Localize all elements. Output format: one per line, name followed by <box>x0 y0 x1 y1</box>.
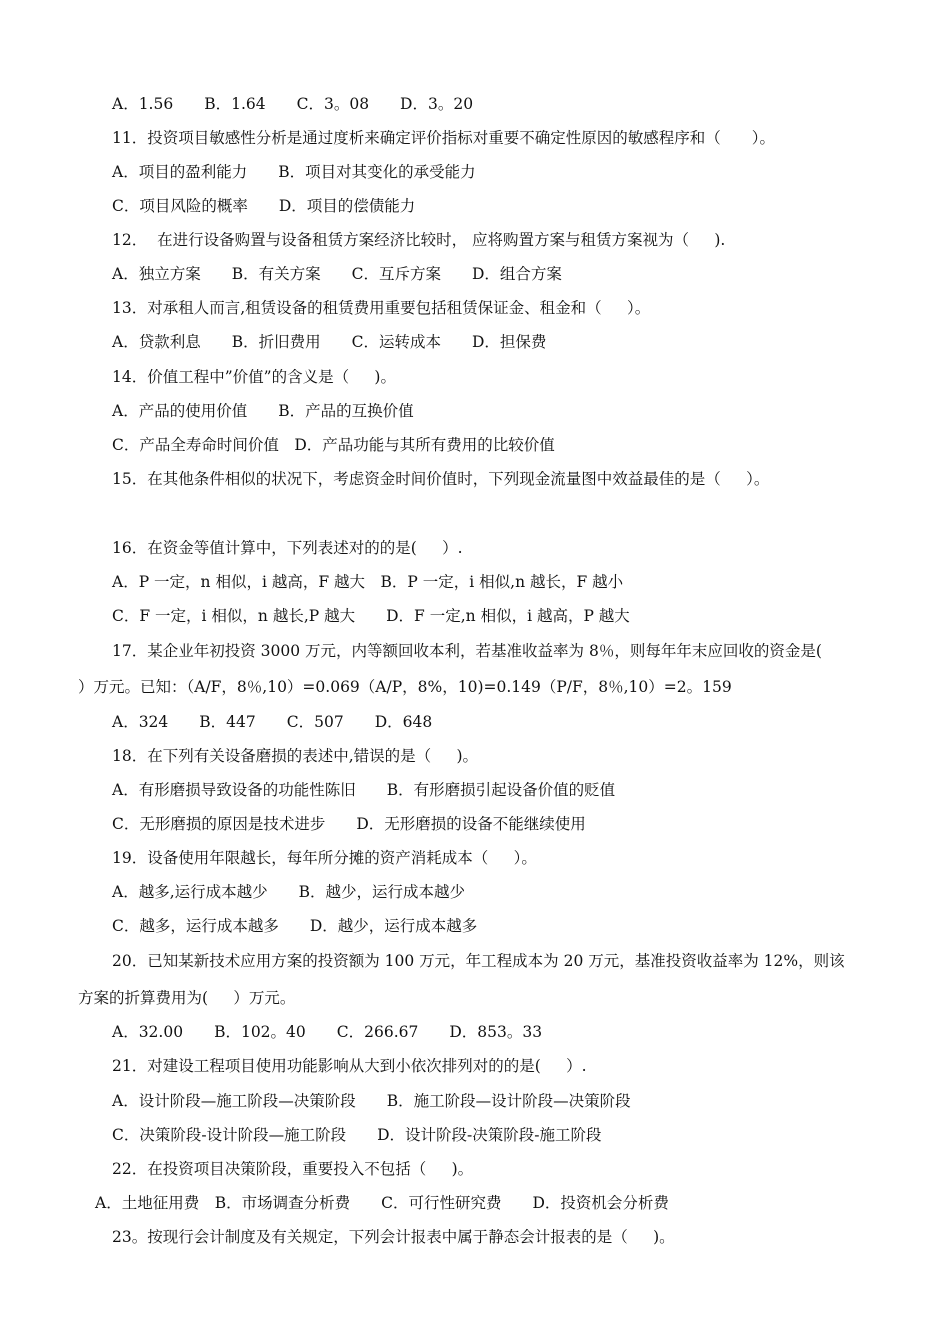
q14-options-cd: C．产品全寿命时间价值 D．产品功能与其所有费用的比较价值 <box>112 436 555 454</box>
q20-options: A．32.00 B．102。40 C．266.67 D．853。33 <box>112 1023 543 1041</box>
question-15: 15．在其他条件相似的状况下，考虑资金时间价值时，下列现金流量图中效益最佳的是（ ）。 <box>112 470 770 488</box>
question-18: 18．在下列有关设备磨损的表述中,错误的是（ )。 <box>112 747 479 765</box>
question-20: 20．已知某新技术应用方案的投资额为 100 万元，年工程成本为 20 万元，基准投资收益率为 12%，则该 <box>112 952 845 970</box>
question-17: 17．某企业年初投资 3000 万元，内等额回收本利，若基准收益率为 8％，则每年年末应回收的资金是( <box>112 642 822 660</box>
q17-options: A．324 B．447 C．507 D．648 <box>112 713 433 731</box>
q21-options-ab: A．设计阶段—施工阶段—决策阶段 B．施工阶段—设计阶段—决策阶段 <box>112 1092 631 1110</box>
q16-options-cd: C．F 一定，i 相似，n 越长,P 越大 D．F 一定,n 相似，i 越高，P 越大 <box>112 607 630 625</box>
question-11: 11．投资项目敏感性分析是通过度析来确定评价指标对重要不确定性原因的敏感程序和（ ）。 <box>112 129 775 147</box>
q19-options-ab: A．越多,运行成本越少 B．越少，运行成本越少 <box>112 883 466 901</box>
question-19: 19．设备使用年限越长，每年所分摊的资产消耗成本（ ）。 <box>112 849 537 867</box>
q14-options-ab: A．产品的使用价值 B．产品的互换价值 <box>112 402 414 420</box>
q12-options: A．独立方案 B．有关方案 C．互斥方案 D．组合方案 <box>112 265 562 283</box>
q16-options-ab: A．P 一定，n 相似，i 越高，F 越大 B．P 一定，i 相似,n 越长，F 越小 <box>112 573 624 591</box>
question-16: 16．在资金等值计算中，下列表述对的的是( ）. <box>112 539 463 557</box>
q10-options: A．1.56 B．1.64 C．3。08 D．3。20 <box>112 95 474 113</box>
question-12: 12． 在进行设备购置与设备租赁方案经济比较时， 应将购置方案与租赁方案视为（ ). <box>112 231 726 249</box>
q11-options-cd: C．项目风险的概率 D．项目的偿债能力 <box>112 197 416 215</box>
question-20-cont: 方案的折算费用为( ）万元。 <box>78 989 296 1007</box>
q18-options-cd: C．无形磨损的原因是技术进步 D．无形磨损的设备不能继续使用 <box>112 815 586 833</box>
q21-options-cd: C．决策阶段-设计阶段—施工阶段 D．设计阶段-决策阶段-施工阶段 <box>112 1126 602 1144</box>
q22-options: A．土地征用费 B．市场调查分析费 C．可行性研究费 D．投资机会分析费 <box>95 1194 669 1212</box>
question-22: 22．在投资项目决策阶段，重要投入不包括（ )。 <box>112 1160 474 1178</box>
question-14: 14．价值工程中”价值”的含义是（ )。 <box>112 368 396 386</box>
question-13: 13．对承租人而言,租赁设备的租赁费用重要包括租赁保证金、租金和（ ）。 <box>112 299 651 317</box>
q13-options: A．贷款利息 B．折旧费用 C．运转成本 D．担保费 <box>112 333 547 351</box>
q19-options-cd: C．越多，运行成本越多 D．越少，运行成本越多 <box>112 917 478 935</box>
question-21: 21．对建设工程项目使用功能影响从大到小依次排列对的的是( ）. <box>112 1057 587 1075</box>
question-17-cont: ）万元。已知：（A/F，8％,10）=0.069（A/P，8%，10)=0.149（P/F，8％,10）=2。159 <box>78 678 732 696</box>
q11-options-ab: A．项目的盈利能力 B．项目对其变化的承受能力 <box>112 163 476 181</box>
q18-options-ab: A．有形磨损导致设备的功能性陈旧 B．有形磨损引起设备价值的贬值 <box>112 781 616 799</box>
question-23: 23。按现行会计制度及有关规定，下列会计报表中属于静态会计报表的是（ )。 <box>112 1228 675 1246</box>
